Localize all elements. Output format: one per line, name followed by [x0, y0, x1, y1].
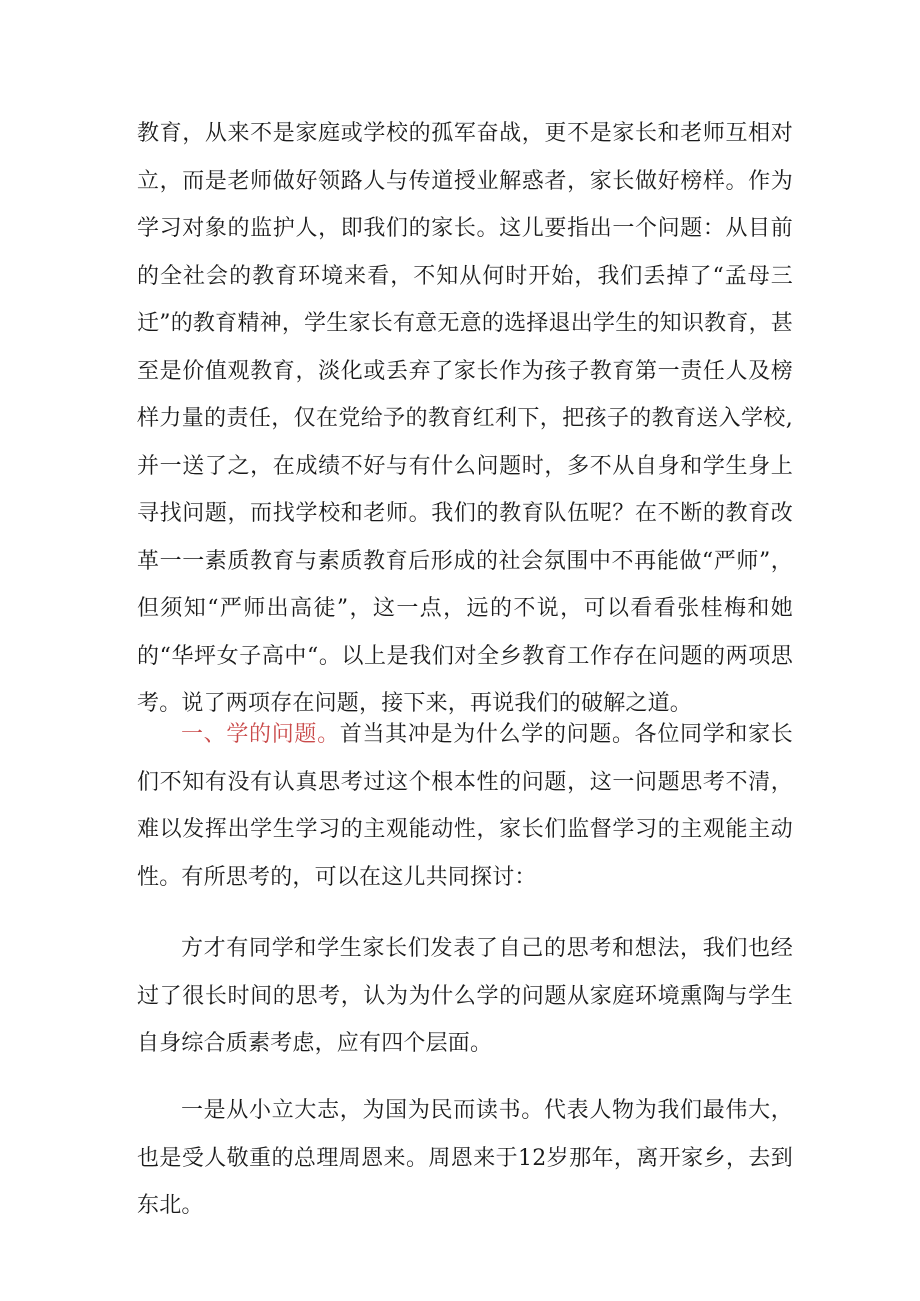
paragraph-education-problems: 教育，从来不是家庭或学校的孤军奋战，更不是家长和老师互相对立，而是老师做好领路人与传道授业解惑者，家长做好榜样。作为学习对象的监护人，即我们的家长。这儿要指出一个问题：从目前的全社会的教育环境来看，不知从何时开始，我们丢掉了“孟母三迁”的教育精神，学生家长有意无意的选择退出学生的知识教育，甚至是价值观教育，淡化或丢弃了家长作为孩子教育第一责任人及榜样力量的责任，仅在党给予的教育红利下，把孩子的教育送入学校,并一送了之，在成绩不好与有什么问题时，多不从自身和学生身上寻找问题，而找学校和老师。我们的教育队伍呢？在不断的教育改革一一素质教育与素质教育后形成的社会氛围中不再能做“严师”，但须知“严师出高徒”，这一点，远的不说，可以看看张桂梅和她的“华坪女子高中“。以上是我们对全乡教育工作存在问题的两项思考。说了两项存在问题，接下来，再说我们的破解之道。 [137, 121, 793, 716]
section-heading: 一、学的问题。 [181, 722, 340, 747]
section-body: 首当其冲是为什么学的问题。各位同学和家长们不知有没有认真思考过这个根本性的问题，这一问题思考不清，难以发挥出学生学习的主观能动性，家长们监督学习的主观能主动性。有所思考的，可以在这儿共同探讨： [137, 722, 793, 890]
paragraph-first-level: 一是从小立大志，为国为民而读书。代表人物为我们最伟大，也是受人敬重的总理周恩来。周恩来于12岁那年，离开家乡，去到东北。 [137, 1098, 793, 1218]
paragraph-four-levels: 方才有同学和学生家长们发表了自己的思考和想法，我们也经过了很长时间的思考，认为为什么学的问题从家庭环境熏陶与学生自身综合质素考虑，应有四个层面。 [137, 936, 793, 1056]
paragraph-learning-problem [137, 711, 793, 901]
